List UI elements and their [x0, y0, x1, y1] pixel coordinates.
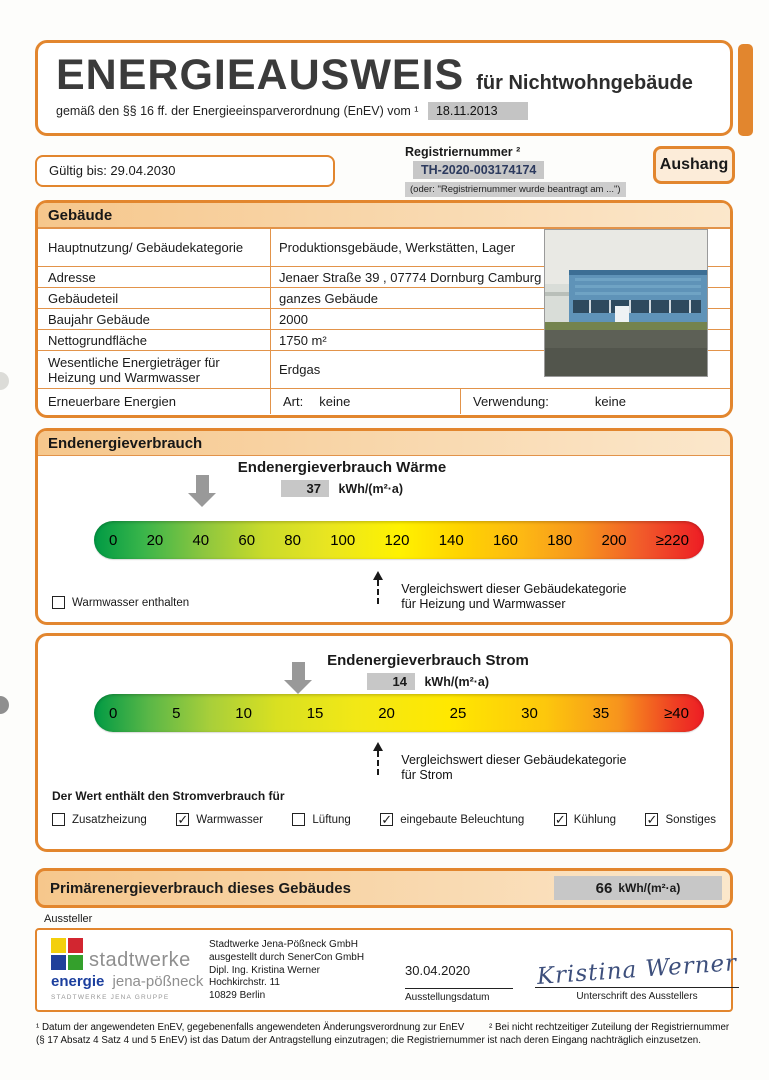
scale-tick: 15 [306, 704, 324, 722]
scale-tick: 20 [146, 531, 164, 549]
art-label: Art: [283, 394, 304, 409]
strom-comparison-text: Vergleichswert dieser Gebäudekategorie für Strom [401, 753, 627, 782]
waerme-value: 37 [281, 480, 329, 497]
gebaeude-section [35, 200, 733, 418]
row-value: 2000 [270, 309, 730, 329]
scale-tick: 180 [547, 531, 573, 549]
scale-tick: 40 [192, 531, 210, 549]
row-label: Erneuerbare Energien [48, 394, 176, 409]
strom-checkbox-row [52, 813, 716, 826]
scale-tick: 25 [449, 704, 467, 722]
law-date-field: 18.11.2013 [428, 102, 528, 120]
checkbox-label: Warmwasser enthalten [72, 596, 190, 609]
waerme-comparison-arrow-icon [372, 571, 384, 604]
checkbox-warmwasser-enthalten[interactable] [52, 596, 189, 609]
valid-until-box: Gültig bis: 29.04.2030 [35, 155, 335, 187]
signature-block [535, 934, 739, 1002]
issuer-address-line: 10829 Berlin [209, 990, 266, 1002]
checkbox-warmwasser[interactable] [176, 813, 263, 826]
row-value: ganzes Gebäude [270, 288, 730, 308]
signature: Kristina Werner [535, 950, 738, 990]
checkbox-icon[interactable]: ✓ [381, 812, 393, 827]
building-photo [544, 229, 708, 377]
row-value: 1750 m² [270, 330, 730, 350]
footnote-2: ² Bei nicht rechtzeitiger Zuteilung der Registriernummer (§ 17 Absatz 4 Satz 4 und 5 EnEV) ist das Datum der Antragstellung einzutragen; die Registriernummer ist nach deren Eingang nachträglich einzusetzen. [36, 1022, 730, 1046]
checkbox-kuehlung[interactable] [554, 813, 616, 826]
logo-text-energie: energie [51, 973, 105, 990]
registration-number-value: TH-2020-003174174 [413, 161, 544, 179]
issuer-address [209, 939, 364, 1003]
issuer-address-line: Hochkirchstr. 11 [209, 977, 280, 989]
row-value: Jenaer Straße 39 , 07774 Dornburg Camburg [270, 267, 730, 287]
law-reference-text: gemäß den §§ 16 ff. der Energieeinsparverordnung (EnEV) vom ¹ [56, 104, 419, 118]
checkbox-icon[interactable] [292, 813, 305, 826]
strom-value: 14 [367, 673, 415, 690]
scale-tick: 140 [438, 531, 464, 549]
row-label: Wesentliche Energieträger für Heizung und Warmwasser [48, 354, 220, 385]
checkbox-icon[interactable]: ✓ [177, 812, 189, 827]
issue-date: 30.04.2020 [405, 963, 513, 989]
strom-comparison-arrow-icon [372, 742, 384, 775]
waerme-comparison-text: Vergleichswert dieser Gebäudekategorie für Heizung und Warmwasser [401, 582, 627, 611]
signature-label: Unterschrift des Ausstellers [576, 991, 698, 1002]
checkbox-label: Lüftung [312, 813, 351, 826]
scale-tick: 200 [601, 531, 627, 549]
document-header [35, 40, 733, 136]
logo-squares-icon [51, 938, 83, 970]
strom-gauge-title: Endenergieverbrauch Strom [327, 652, 529, 669]
checkbox-label: Sonstiges [665, 813, 716, 826]
issuer-address-line: Stadtwerke Jena-Pößneck GmbH [209, 939, 358, 950]
waerme-unit: kWh/(m²·a) [338, 482, 404, 496]
scale-tick: 30 [521, 704, 538, 722]
issue-date-label: Ausstellungsdatum [405, 992, 490, 1003]
scale-tick: 10 [235, 704, 252, 722]
strom-unit: kWh/(m²·a) [424, 675, 490, 689]
row-label: Baujahr Gebäude [48, 311, 150, 327]
row-value: Produktionsgebäude, Werkstätten, Lager [270, 229, 730, 266]
aussteller-section [35, 928, 738, 1012]
scale-tick: 20 [378, 704, 395, 722]
checkbox-icon[interactable] [52, 596, 65, 609]
primaerenergie-value-box [554, 876, 722, 900]
logo-text-gruppe: STADTWERKE JENA GRUPPE [51, 994, 170, 1001]
waerme-color-scale [94, 521, 704, 559]
gebaeude-section-header: Gebäude [38, 203, 730, 228]
checkbox-label: Warmwasser [196, 813, 263, 826]
registration-number-label: Registriernummer ² [405, 145, 521, 159]
verwendung-value: keine [594, 394, 626, 409]
aushang-badge: Aushang [653, 146, 735, 184]
checkbox-label: eingebaute Beleuchtung [400, 813, 525, 826]
registration-block [405, 143, 655, 197]
issuer-address-line: ausgestellt durch SenerCon GmbH [209, 951, 365, 963]
checkbox-label: Zusatzheizung [72, 813, 147, 826]
strom-value-arrow-icon [284, 662, 312, 694]
scale-tick: 35 [592, 704, 610, 722]
endenergieverbrauch-waerme-section [35, 428, 733, 625]
scale-tick: 0 [109, 531, 118, 549]
row-label: Hauptnutzung/ Gebäudekategorie [48, 240, 244, 255]
footnotes [36, 1022, 736, 1047]
art-value: keine [319, 394, 351, 409]
issue-date-block [405, 963, 513, 1003]
scale-tick: 120 [384, 531, 410, 549]
footnote-1: ¹ Datum der angewendeten EnEV, gegebenenfalls angewendeten Änderungsverordnung zur EnEV [36, 1022, 465, 1033]
checkbox-lueftung[interactable] [292, 813, 350, 826]
scale-tick: ≥40 [664, 704, 689, 722]
endenergieverbrauch-section-header: Endenergieverbrauch [38, 431, 730, 456]
row-label: Nettogrundfläche [48, 332, 148, 348]
waerme-value-arrow-icon [188, 475, 216, 507]
primaerenergie-section [35, 868, 733, 908]
row-value: Erdgas [270, 351, 730, 388]
primaerenergie-value: 66 [595, 879, 613, 897]
strom-contains-label: Der Wert enthält den Stromverbrauch für [52, 789, 285, 803]
scale-tick: 100 [330, 531, 356, 549]
table-row [38, 388, 730, 414]
checkbox-eingebaute-beleuchtung[interactable] [380, 813, 524, 826]
hole-punch [0, 372, 9, 390]
checkbox-icon[interactable]: ✓ [646, 812, 658, 827]
waerme-gauge-title: Endenergieverbrauch Wärme [237, 459, 447, 476]
scale-tick: 60 [238, 531, 256, 549]
hole-punch [0, 696, 9, 714]
logo-text-jena: jena-pößneck [112, 973, 204, 990]
aussteller-label: Aussteller [44, 913, 93, 925]
stadtwerke-logo [51, 938, 216, 1001]
checkbox-label: Kühlung [573, 813, 616, 826]
strom-color-scale [94, 694, 704, 732]
header-side-tab [738, 44, 753, 136]
checkbox-sonstiges[interactable] [645, 813, 716, 826]
registration-alt-text: (oder: "Registriernummer wurde beantragt am ...") [405, 182, 626, 197]
checkbox-zusatzheizung[interactable] [52, 813, 147, 826]
logo-text-stadtwerke: stadtwerke [89, 949, 191, 971]
scale-tick: 160 [492, 531, 518, 549]
verwendung-label: Verwendung: [473, 394, 549, 409]
scale-tick: ≥220 [655, 531, 689, 549]
page-subtitle: für Nichtwohngebäude [476, 72, 693, 94]
checkbox-icon[interactable]: ✓ [554, 812, 566, 827]
issuer-address-line: Dipl. Ing. Kristina Werner [209, 964, 320, 976]
scale-tick: 5 [172, 704, 181, 722]
row-label: Gebäudeteil [48, 290, 119, 306]
page-title: ENERGIEAUSWEIS [56, 51, 465, 99]
scale-tick: 80 [284, 531, 301, 549]
endenergieverbrauch-strom-section [35, 633, 733, 852]
row-label: Adresse [48, 269, 96, 285]
scale-tick: 0 [109, 704, 118, 722]
checkbox-icon[interactable] [52, 813, 65, 826]
primaerenergie-unit: kWh/(m²·a) [618, 881, 681, 895]
primaerenergie-label: Primärenergieverbrauch dieses Gebäudes [50, 879, 351, 897]
